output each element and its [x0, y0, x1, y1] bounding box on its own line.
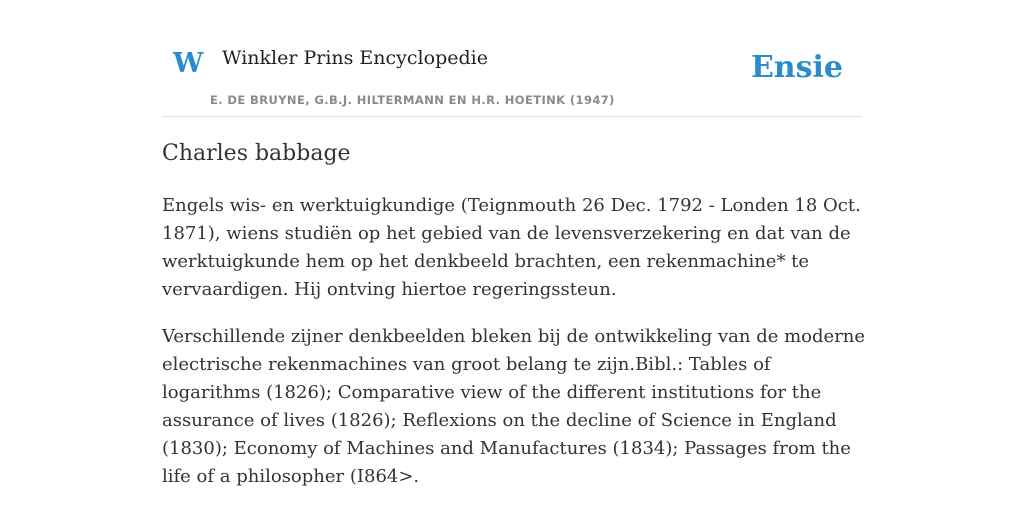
article-paragraph: Engels wis- en werktuigkundige (Teignmouth 26 Dec. 1792 - Londen 18 Oct. 1871), wiens studiën op het gebied van de levensverzekering en dat van de werktuigkunde hem op het denkbeeld brachten, een rekenmachine* te vervaardigen. Hij ontving hiertoe regeringssteun. [162, 195, 861, 300]
ensie-logo[interactable]: Ensie [750, 50, 843, 85]
winkler-prins-logo-icon[interactable]: W [173, 48, 204, 79]
publication-authors: E. DE BRUYNE, G.B.J. HILTERMANN EN H.R. HOETINK (1947) [210, 93, 615, 107]
page [162, 0, 866, 487]
article-title: Charles babbage [162, 141, 351, 166]
article-paragraph: Verschillende zijner denkbeelden bleken bij de ontwikkeling van de moderne electrische rekenmachines van groot belang te zijn.Bibl.: Tables of logarithms (1826); Comparative view of the different institutions for the assurance of lives (1826); Reflexions on the decline of Science in England (1830); Economy of Machines and Manufactures (1834); Passages from the life of a philosopher (I864>. [162, 326, 866, 487]
publication-title[interactable]: Winkler Prins Encyclopedie [222, 47, 488, 69]
header [162, 0, 862, 117]
